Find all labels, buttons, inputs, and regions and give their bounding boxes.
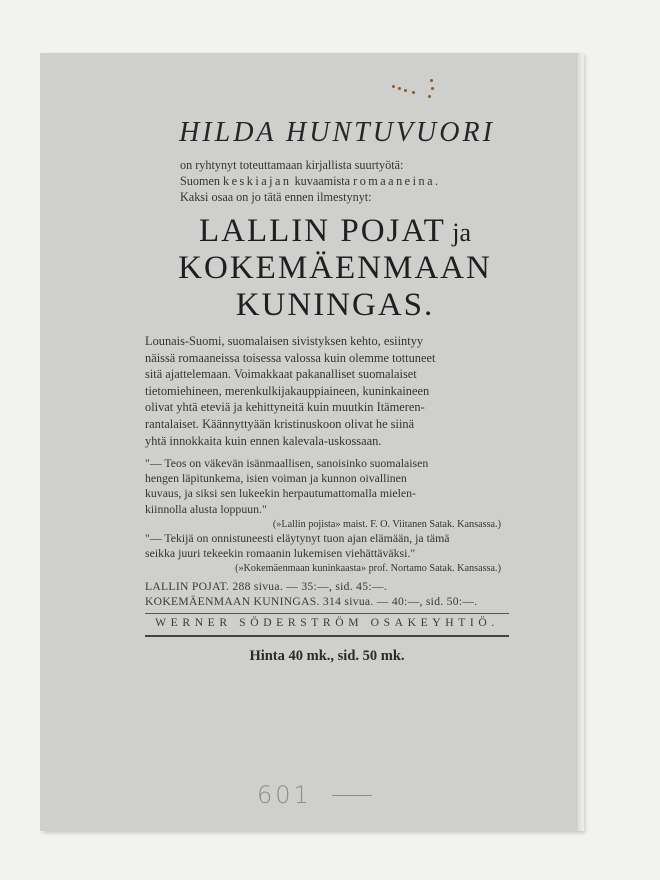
quote-line: kuvaus, ja siksi sen lukeekin herpautumattomalla mielen- [145, 486, 416, 501]
cover-content [40, 53, 578, 831]
paragraph-line: sitä ajattelemaan. Voimakkaat pakanalliset suomalaiset [145, 367, 417, 382]
book-back-cover [40, 53, 582, 831]
quote-line: kiinnolla alusta loppuun." [145, 501, 267, 516]
author-name: HILDA HUNTUVUORI [179, 117, 495, 148]
divider-thick [145, 635, 509, 637]
title-line-1 [150, 213, 520, 250]
paragraph-line: yhtä innokkaita kuin ennen kalevala-uskossaan. [145, 433, 382, 448]
review-quote-1 [145, 456, 515, 532]
paragraph-line: tietomiehineen, merenkulkijakauppiaineen, kuninkaineen [145, 383, 430, 398]
intro-line-2c: kuvaamista [291, 174, 354, 188]
quote-line: hengen läpitunkema, isien voiman ja kunnon oivallinen [145, 471, 407, 486]
price-list [145, 579, 515, 609]
quote-line: seikka juuri tekeekin romaanin lukemisen viehättäväksi." [145, 546, 416, 561]
title-line-3: KUNINGAS. [235, 287, 435, 323]
paragraph-line: Lounais-Suomi, suomalaisen sivistyksen kehto, esiintyy [145, 334, 424, 348]
price-line: Hinta 40 mk., sid. 50 mk. [249, 648, 405, 664]
paragraph-line: rantalaiset. Käännyttyään kristinuskoon olivat he siinä [145, 416, 415, 431]
quote-line: "— Tekijä on onnistuneesti eläytynyt tuon ajan elämään, ja tämä [145, 531, 450, 545]
price-entry: KOKEMÄENMAAN KUNINGAS. 314 sivua. — 40:—, sid. 50:—. [145, 595, 478, 608]
handwritten-number: 601 [257, 781, 312, 809]
intro-line-3: Kaksi osaa on jo tätä ennen ilmestynyt: [180, 190, 372, 204]
intro-text [180, 157, 495, 205]
description-paragraph [145, 333, 509, 449]
page-edge [581, 53, 584, 831]
paragraph-line: olivat yhtä eteviä ja kehittyneitä kuin muutkin Itämeren- [145, 400, 425, 415]
quote-source: (»Kokemäenmaan kuninkaasta» prof. Nortamo Satak. Kansassa.) [235, 563, 501, 575]
intro-line-2a: Suomen [180, 174, 223, 188]
price-entry: LALLIN POJAT. 288 sivua. — 35:—, sid. 45:—. [145, 580, 387, 593]
review-quote-2 [145, 531, 515, 577]
title-lallin-pojat: LALLIN POJAT [199, 213, 446, 249]
publisher-name: WERNER SÖDERSTRÖM OSAKEYHTIÖ. [155, 616, 499, 629]
quote-line: "— Teos on väkevän isänmaallisen, sanoisinko suomalaisen [145, 456, 429, 470]
divider [145, 613, 509, 614]
paragraph-line: näissä romaaneissa toisessa valossa kuin olemme tottuneet [145, 350, 436, 365]
title-ja: ja [445, 218, 471, 247]
handwritten-dash [332, 795, 372, 796]
intro-line-2 [180, 173, 495, 189]
intro-line-2b: keskiajan [223, 174, 292, 188]
intro-line-1: on ryhtynyt toteuttamaan kirjallista suurtyötä: [180, 158, 404, 172]
title-line-2: KOKEMÄENMAAN [178, 250, 492, 286]
intro-line-2d: romaaneina. [353, 174, 441, 188]
quote-source: (»Lallin pojista» maist. F. O. Viitanen Satak. Kansassa.) [272, 518, 501, 530]
